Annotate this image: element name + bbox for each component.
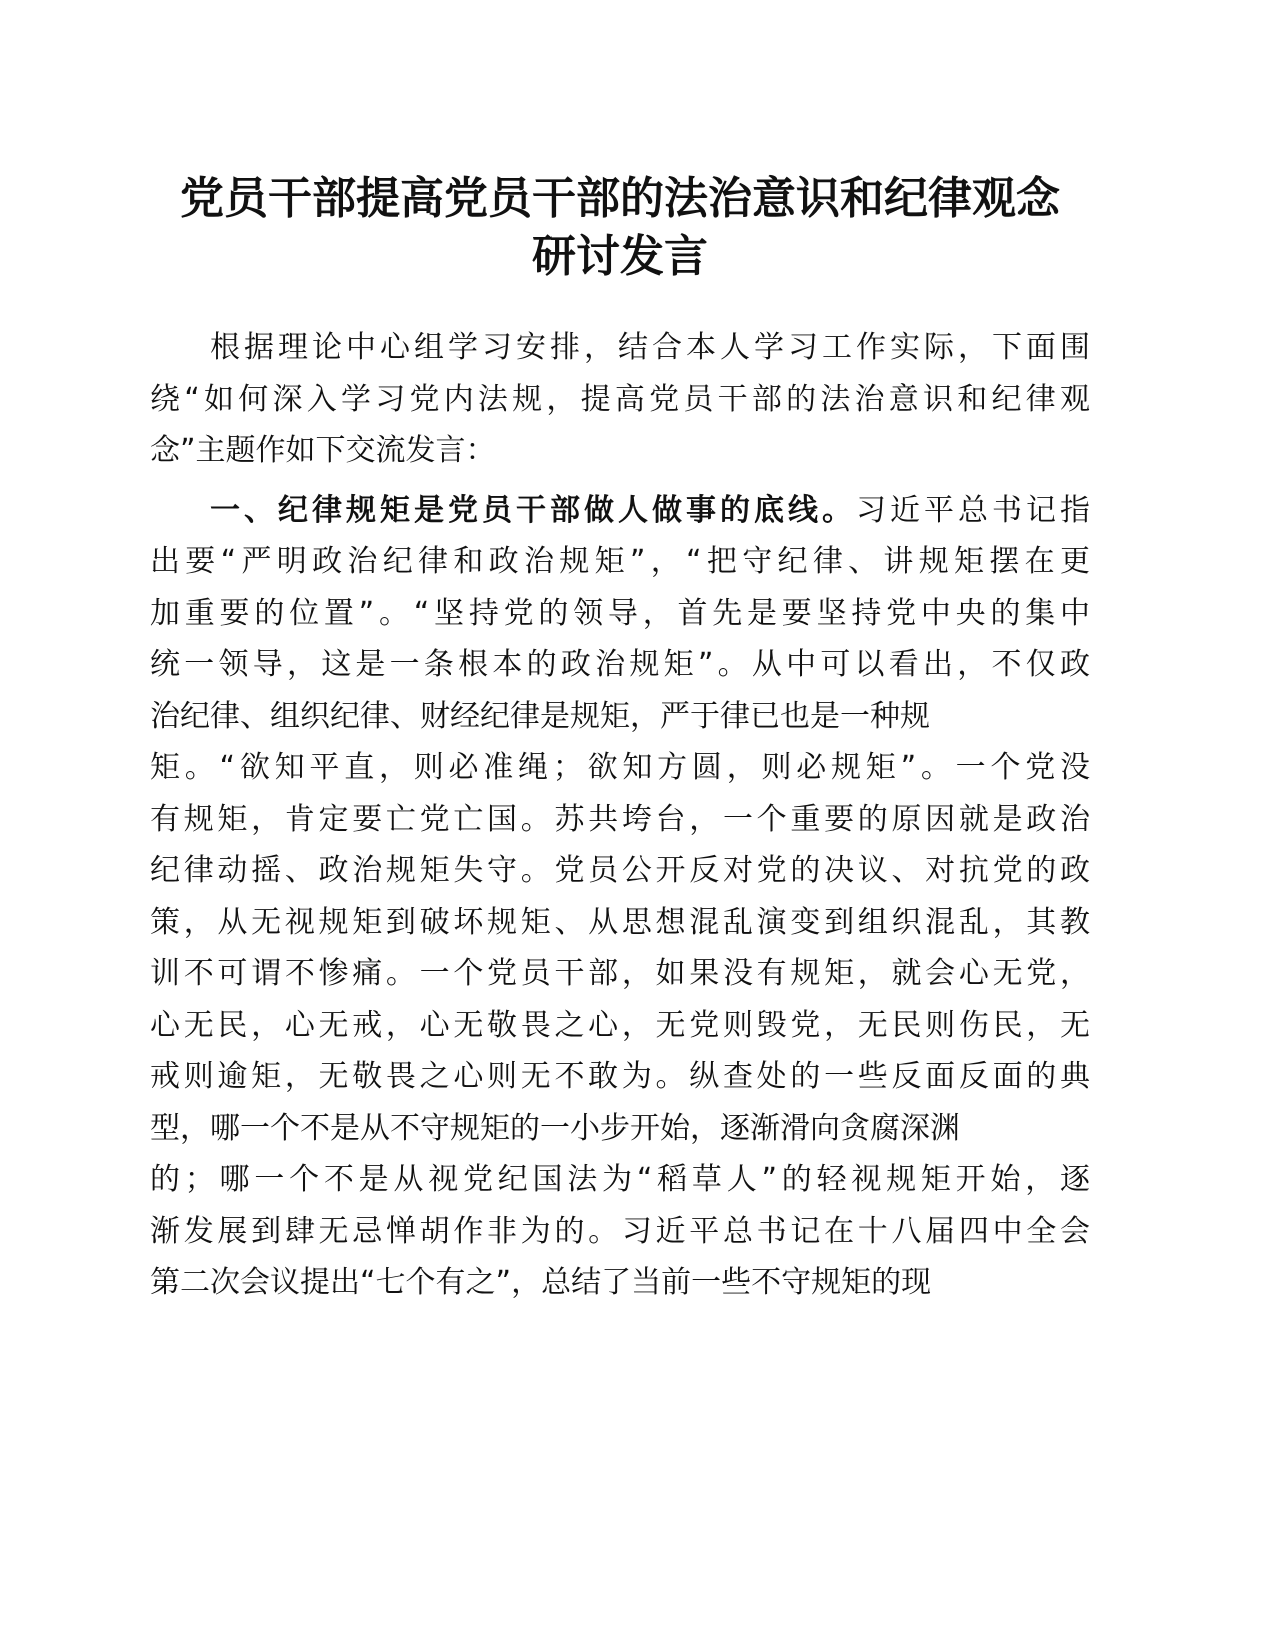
section1-line: 型，哪一个不是从不守规矩的一小步开始，逐渐滑向贪腐深渊: [150, 1110, 960, 1146]
section1-line: 策，从无视规矩到破坏规矩、从思想混乱演变到组织混乱，其教: [150, 904, 1090, 940]
section1-first-line-rest: 习近平总书记指: [856, 492, 1090, 528]
title-line-1: 党员干部提高党员干部的法治意识和纪律观念: [180, 173, 1060, 224]
section1-line: 统一领导，这是一条根本的政治规矩”。从中可以看出，不仅政: [150, 647, 1090, 682]
section1-line: 的；哪一个不是从视党纪国法为“稻草人”的轻视规矩开始，逐: [150, 1162, 1090, 1197]
document-body: [150, 322, 1090, 1309]
section1-line: 有规矩，肯定要亡党亡国。苏共垮台，一个重要的原因就是政治: [150, 801, 1090, 837]
section1-line: 出要“严明政治纪律和政治规矩”，“把守纪律、讲规矩摆在更: [150, 544, 1090, 579]
title-line-2: 研讨发言: [532, 231, 708, 282]
section1-line: 治纪律、组织纪律、财经纪律是规矩，严于律已也是一种规: [150, 698, 930, 734]
section1-line: 渐发展到肆无忌惮胡作非为的。习近平总书记在十八届四中全会: [150, 1213, 1090, 1249]
intro-line-1: 根据理论中心组学习安排，结合本人学习工作实际，下面围: [210, 330, 1090, 365]
section1-line: 纪律动摇、政治规矩失守。党员公开反对党的决议、对抗党的政: [150, 853, 1090, 888]
section1-line: 第二次会议提出“七个有之”，总结了当前一些不守规矩的现: [150, 1265, 932, 1300]
section1-heading: 一、纪律规矩是党员干部做人做事的底线。: [210, 492, 856, 528]
section1-first-line: [150, 485, 1090, 537]
document-title: [150, 170, 1090, 286]
intro-line-3: 念”主题作如下交流发言：: [150, 433, 496, 468]
section1-line: 矩。“欲知平直，则必准绳；欲知方圆，则必规矩”。一个党没: [150, 750, 1090, 785]
section1-line: 心无民，心无戒，心无敬畏之心，无党则毁党，无民则伤民，无: [150, 1007, 1090, 1043]
section1-line: 训不可谓不惨痛。一个党员干部，如果没有规矩，就会心无党，: [150, 956, 1090, 991]
section1-line: 戒则逾矩，无敬畏之心则无不敢为。纵查处的一些反面反面的典: [150, 1059, 1090, 1094]
section1-line: 加重要的位置”。“坚持党的领导，首先是要坚持党中央的集中: [150, 595, 1090, 631]
intro-line-2: 绕“如何深入学习党内法规，提高党员干部的法治意识和纪律观: [150, 381, 1090, 417]
